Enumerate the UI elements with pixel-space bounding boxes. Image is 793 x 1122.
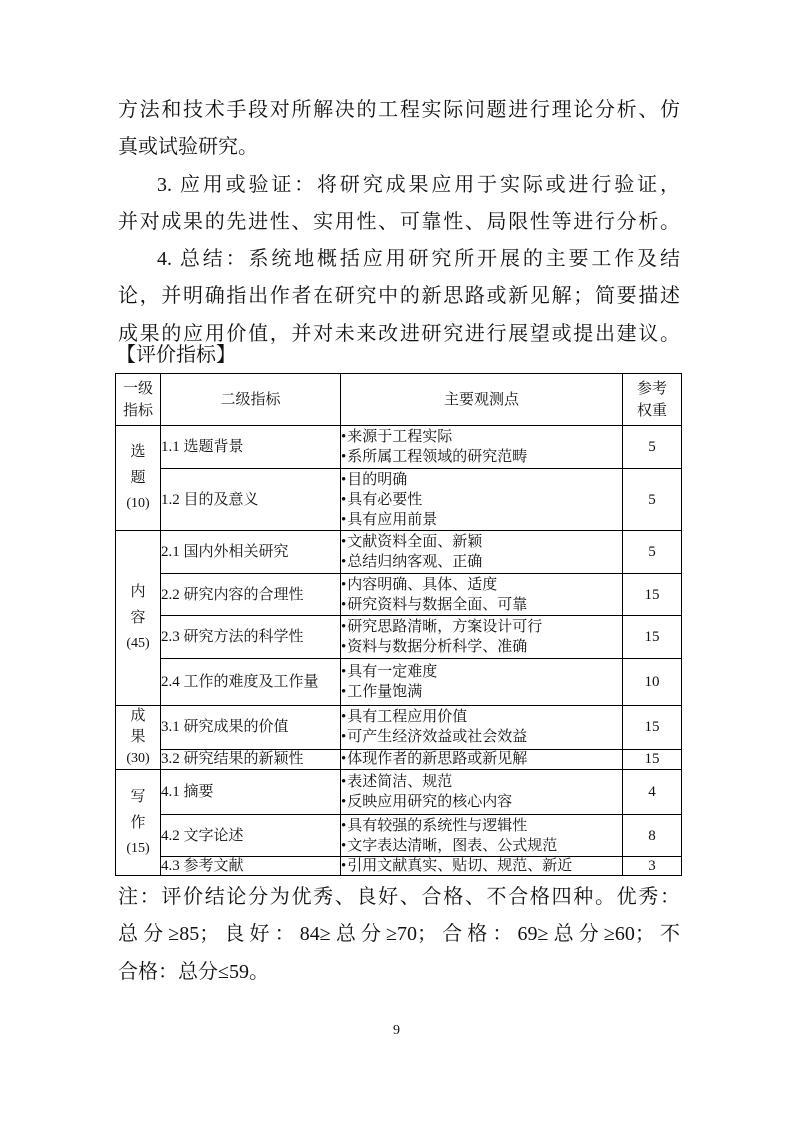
bullet-icon: • (341, 664, 347, 680)
point-line (341, 836, 622, 856)
table-row (116, 749, 682, 769)
point-line (341, 816, 622, 836)
note-block (118, 879, 680, 991)
point-text: 体现作者的新思路或新见解 (347, 751, 528, 768)
point-line (341, 575, 622, 595)
point-line (341, 682, 622, 702)
point-line (341, 637, 622, 657)
point-text: 目的明确 (347, 471, 408, 488)
table-row (116, 426, 682, 469)
points-cell (341, 659, 623, 706)
point-line (341, 662, 622, 682)
header-level2: 二级指标 (161, 374, 341, 426)
page-number: 9 (393, 1023, 400, 1038)
point-line (341, 595, 622, 615)
point-text: 可产生经济效益或社会效益 (347, 729, 528, 746)
header-level1-line1: 一级 (122, 380, 153, 397)
note-line: 注：评价结论分为优秀、良好、合格、不合格四种。优秀： (118, 886, 680, 908)
group-score: (15) (126, 840, 150, 856)
group-char: 成 (130, 708, 146, 724)
group-char: 题 (130, 470, 146, 486)
weight-cell: 15 (623, 749, 682, 769)
weight-cell: 5 (623, 531, 682, 574)
bullet-icon: • (341, 751, 347, 768)
group-score: (10) (126, 496, 150, 511)
point-line (341, 772, 622, 792)
bullet-icon: • (341, 511, 347, 528)
bullet-icon: • (341, 817, 347, 834)
evaluation-table (115, 373, 682, 876)
group-char: 选 (130, 444, 146, 460)
indicator-cell: 2.2 研究内容的合理性 (161, 574, 341, 616)
note-line: 合格：总分≤59。 (118, 960, 269, 983)
group-score: (45) (126, 636, 150, 651)
weight-cell: 8 (623, 815, 682, 857)
bullet-icon: • (341, 491, 347, 508)
table-row (116, 706, 682, 750)
indicator-cell: 4.1 摘要 (161, 770, 341, 815)
point-line (341, 470, 622, 490)
point-text: 具有工程应用价值 (347, 709, 468, 726)
point-text: 具有必要性 (347, 491, 423, 508)
group-cell-results (116, 706, 161, 770)
points-cell (341, 749, 623, 769)
header-weight-line1: 参考 (636, 380, 667, 397)
group-char: 写 (130, 788, 146, 805)
body-line: 3. 应用或验证：将研究成果应用于实际或进行验证， (157, 173, 680, 196)
point-line (341, 792, 622, 812)
group-char: 作 (130, 814, 146, 831)
bullet-icon: • (341, 639, 347, 655)
point-line (341, 427, 622, 447)
body-paragraphs (118, 92, 680, 353)
body-line: 方法和技术手段对所解决的工程实际问题进行理论分析、仿 (118, 99, 680, 121)
group-score: (30) (126, 751, 150, 766)
note-line: 总分≥85；良好：84≥总分≥70；合格：69≥总分≥60；不 (118, 923, 680, 946)
weight-cell: 10 (623, 659, 682, 706)
group-cell-topic (116, 426, 161, 531)
point-text: 工作量饱满 (347, 684, 423, 700)
point-line (341, 447, 622, 467)
point-text: 反映应用研究的核心内容 (347, 794, 513, 810)
body-line: 4. 总结：系统地概括应用研究所开展的主要工作及结 (157, 248, 680, 271)
group-char: 内 (130, 584, 146, 600)
point-text: 总结归纳客观、正确 (347, 554, 483, 570)
bullet-icon: • (341, 619, 347, 635)
point-line (341, 727, 622, 747)
indicator-cell: 3.1 研究成果的价值 (161, 706, 341, 750)
body-line: 并对成果的先进性、实用性、可靠性、局限性等进行分析。 (118, 210, 680, 233)
points-cell (341, 469, 623, 531)
indicator-cell: 3.2 研究结果的新颖性 (161, 749, 341, 769)
bullet-icon: • (341, 729, 347, 746)
table-row (116, 469, 682, 531)
group-cell-content (116, 531, 161, 706)
point-text: 具有一定难度 (347, 664, 438, 680)
indicator-cell: 1.1 选题背景 (161, 426, 341, 469)
header-level1-line2: 指标 (122, 402, 153, 419)
indicator-cell: 4.2 文字论述 (161, 815, 341, 857)
body-line: 真或试验研究。 (118, 136, 258, 159)
weight-cell: 15 (623, 616, 682, 659)
point-text: 来源于工程实际 (347, 429, 453, 445)
indicator-cell: 4.3 参考文献 (161, 857, 341, 876)
point-line (341, 510, 622, 530)
bullet-icon: • (341, 449, 347, 465)
point-line (341, 490, 622, 510)
weight-cell: 15 (623, 706, 682, 750)
points-cell (341, 815, 623, 857)
bullet-icon: • (341, 534, 347, 550)
point-line (341, 617, 622, 637)
points-cell (341, 426, 623, 469)
point-text: 文献资料全面、新颖 (347, 534, 483, 550)
bullet-icon: • (341, 554, 347, 570)
header-weight (623, 374, 682, 426)
bullet-icon: • (341, 858, 347, 874)
point-text: 表述简洁、规范 (347, 774, 453, 790)
point-text: 系所属工程领域的研究范畴 (347, 449, 528, 465)
point-line (341, 552, 622, 572)
bullet-icon: • (341, 429, 347, 445)
group-char: 容 (130, 610, 146, 626)
table-row (116, 815, 682, 857)
point-line (341, 532, 622, 552)
bullet-icon: • (341, 471, 347, 488)
points-cell (341, 531, 623, 574)
points-cell (341, 616, 623, 659)
point-text: 具有应用前景 (347, 511, 438, 528)
body-line: 论，并明确指出作者在研究中的新思路或新见解；简要描述 (118, 285, 680, 308)
point-text: 资料与数据分析科学、准确 (347, 639, 528, 655)
bullet-icon: • (341, 774, 347, 790)
weight-cell: 5 (623, 426, 682, 469)
points-cell (341, 857, 623, 876)
points-cell (341, 574, 623, 616)
indicator-cell: 2.4 工作的难度及工作量 (161, 659, 341, 706)
points-cell (341, 770, 623, 815)
point-line (341, 857, 622, 875)
group-char: 果 (130, 729, 146, 745)
table-header-row (116, 374, 682, 426)
indicator-cell: 2.1 国内外相关研究 (161, 531, 341, 574)
weight-cell: 5 (623, 469, 682, 531)
bullet-icon: • (341, 684, 347, 700)
point-text: 引用文献真实、贴切、规范、新近 (347, 858, 573, 874)
table-row (116, 574, 682, 616)
table-row (116, 616, 682, 659)
bullet-icon: • (341, 576, 347, 593)
header-weight-line2: 权重 (636, 402, 667, 419)
indicator-cell: 1.2 目的及意义 (161, 469, 341, 531)
point-text: 内容明确、具体、适度 (347, 576, 498, 593)
bullet-icon: • (341, 837, 347, 854)
point-text: 文字表达清晰，图表、公式规范 (347, 837, 558, 854)
point-text: 研究资料与数据全面、可靠 (347, 596, 528, 613)
weight-cell: 3 (623, 857, 682, 876)
header-level1 (116, 374, 161, 426)
indicator-cell: 2.3 研究方法的科学性 (161, 616, 341, 659)
table-row (116, 857, 682, 876)
table-row (116, 531, 682, 574)
table-row (116, 659, 682, 706)
point-text: 具有较强的系统性与逻辑性 (347, 817, 528, 834)
weight-cell: 4 (623, 770, 682, 815)
weight-cell: 15 (623, 574, 682, 616)
points-cell (341, 706, 623, 750)
body-line: 成果的应用价值，并对未来改进研究进行展望或提出建议。 (118, 322, 680, 345)
point-text: 研究思路清晰，方案设计可行 (347, 619, 543, 635)
bullet-icon: • (341, 709, 347, 726)
bullet-icon: • (341, 596, 347, 613)
table-row (116, 770, 682, 815)
group-cell-writing (116, 770, 161, 876)
section-heading: 【评价指标】 (116, 344, 236, 366)
bullet-icon: • (341, 794, 347, 810)
header-points: 主要观测点 (341, 374, 623, 426)
point-line (341, 707, 622, 727)
point-line (341, 750, 622, 768)
